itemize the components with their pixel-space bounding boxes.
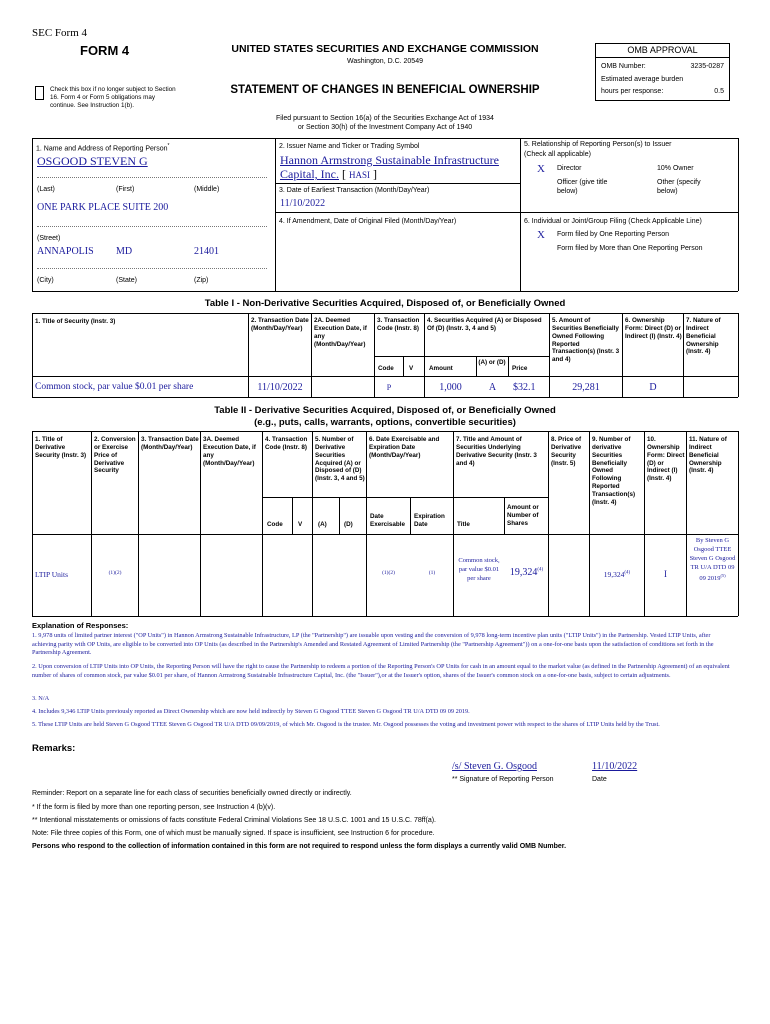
t2-h1: 1. Title of Derivative Security (Instr. 3) (35, 436, 87, 459)
form-title: FORM 4 (80, 43, 130, 58)
issuer-name-line1[interactable]: Hannon Armstrong Sustainable Infrastructure (280, 153, 499, 167)
note-misstatements: ** Intentional misstatements or omissions of facts constitute Federal Criminal Violations See 18 U.S.C. 1001 and 15 U.S.C. 78ff(a). (32, 817, 436, 824)
city-label: (City) (37, 277, 54, 284)
t1-price: Price (512, 365, 528, 372)
t1-h2a: 2A. Deemed Execution Date, if any (Month/Day/Year) (314, 317, 367, 348)
box3-label: 3. Date of Earliest Transaction (Month/Day/Year) (279, 187, 430, 194)
street-label: (Street) (37, 235, 61, 242)
omb-number: 3235-0287 (690, 63, 724, 70)
t1-amount: Amount (429, 365, 453, 372)
explanation-3: 3. N/A (32, 695, 50, 702)
box5-label-1: 5. Relationship of Reporting Person(s) to Issuer (524, 141, 672, 148)
table2-title-1: Table II - Derivative Securities Acquired, Disposed of, or Beneficially Owned (214, 405, 556, 416)
explanation-4: 4. Includes 9,346 LTIP Units previously reported as Direct Ownership which are now held indirectly by Steven G Osgood TTEE Steven G Osgood TR U/A DTD 09 09 2019. (32, 708, 470, 715)
one-person-label: Form filed by One Reporting Person (557, 231, 670, 238)
t2-row-exp-fn: (1) (428, 570, 436, 576)
commission-city: Washington, D.C. 20549 (346, 58, 423, 65)
last-label: (Last) (37, 186, 55, 193)
t2-h7: 7. Title and Amount of Securities Underlying Derivative Security (Instr. 3 and 4) (456, 436, 537, 467)
table2-title-2: (e.g., puts, calls, warrants, options, convertible securities) (254, 417, 516, 428)
other-label: Other (specify below) (657, 179, 701, 195)
explanation-5: 5. These LTIP Units are held Steven G Osgood TTEE Steven G Osgood TR U/A DTD 09/09/2019, of which Mr. Osgood is the trustee. Mr. Osgood possesses the voting and investment power with respect to the shares of LTIP Units held by the Trust. (32, 721, 660, 728)
t1-row-code: P (386, 383, 392, 392)
t1-h6: 6. Ownership Form: Direct (D) or Indirect (I) (Instr. 4) (625, 317, 682, 340)
t2-row-conv-fn: (1)(2) (108, 570, 122, 576)
ticker-symbol: HASI (348, 170, 370, 180)
state-value: MD (116, 246, 133, 257)
t1-h1: 1. Title of Security (Instr. 3) (35, 318, 116, 325)
t2-v: V (298, 521, 303, 528)
omb-hours: 0.5 (714, 88, 724, 95)
first-label: (First) (116, 186, 135, 193)
t1-h2: 2. Transaction Date (Month/Day/Year) (251, 317, 309, 332)
t1-row-form: D (649, 382, 657, 393)
sec-form-label: SEC Form 4 (32, 27, 88, 39)
no-longer-subject-checkbox[interactable] (35, 86, 44, 100)
box6-label: 6. Individual or Joint/Group Filing (Check Applicable Line) (524, 218, 702, 225)
zip-value: 21401 (194, 246, 219, 257)
t1-row-amount: 1,000 (439, 382, 462, 393)
t2-code: Code (267, 521, 283, 528)
t2-h4: 4. Transaction Code (Instr. 8) (265, 436, 308, 451)
remarks-title: Remarks: (32, 743, 76, 754)
t1-h5: 5. Amount of Securities Beneficially Owned Following Reported Transaction(s) (Instr. 3 and 4) (552, 317, 620, 364)
more-persons-label: Form filed by More than One Reporting Person (557, 245, 703, 252)
street-value: ONE PARK PLACE SUITE 200 (37, 202, 169, 213)
t2-row-form: I (664, 569, 667, 579)
t2-h9: 9. Number of derivative Securities Beneficially Owned Following Reported Transaction(s) (Instr. 4) (592, 436, 636, 506)
t2-h8: 8. Price of Derivative Security (Instr. 5) (551, 436, 582, 467)
director-label: Director (557, 165, 582, 172)
t2-date-ex: Date Exercisable (370, 513, 406, 528)
filed-pursuant-2: or Section 30(h) of the Investment Company Act of 1940 (297, 124, 473, 131)
box1-label: 1. Name and Address of Reporting Person* (36, 143, 170, 153)
t2-exp-date: Expiration Date (414, 513, 445, 528)
ten-pct-owner-label: 10% Owner (657, 165, 694, 172)
omb-number-label: OMB Number: (601, 63, 646, 70)
middle-label: (Middle) (194, 186, 220, 193)
t2-row-shares: 19,324$^{(4)}$ (509, 567, 544, 578)
ticker-close: ] (373, 167, 377, 181)
explanation-1: 1. 9,978 units of limited partner interest ("OP Units") in Hannon Armstrong Sustainable Infrastructure, LP (the "Partnership") are issuable upon vesting and the conversion of 9,978 long-term incentive plan units ("LTIP Units") in the Partnership. Vested LTIP Units, after achieving parity with OP Units, are eligible to be converted into OP Units (as described in the Partnership's Amended and Restated Agreement of Limited Partnership (the "Partnership Agreement")) on a one-for-one basis upon the satisfaction of conditions set forth in the Partnership Agreement. (32, 632, 714, 656)
note-copies: Note: File three copies of this Form, one of which must be manually signed. If space is insufficient, see Instruction 6 for procedure. (32, 830, 435, 837)
t2-h6: 6. Date Exercisable and Expiration Date (Month/Day/Year) (369, 436, 440, 459)
t2-h3: 3. Transaction Date (Month/Day/Year) (141, 436, 199, 451)
note-multiple: * If the form is filed by more than one reporting person, see Instruction 4 (b)(v). (32, 804, 276, 811)
city-value: ANNAPOLIS (37, 246, 94, 257)
t2-row-title: LTIP Units (35, 570, 68, 579)
t2-row-underlying: Common stock, par value $0.01 per share (458, 557, 500, 582)
signature-date: 11/10/2022 (592, 761, 638, 772)
reporting-person-name[interactable]: OSGOOD STEVEN G (37, 154, 148, 168)
t2-h5: 5. Number of Derivative Securities Acquired (A) or Disposed of (D) (Instr. 3, 4 and 5) (315, 436, 365, 483)
t1-v: V (409, 365, 414, 372)
omb-approval-box (595, 43, 730, 101)
box4-label: 4. If Amendment, Date of Original Filed (Month/Day/Year) (279, 218, 457, 225)
date-label: Date (592, 776, 607, 783)
t2-h10: 10. Ownership Form: Direct (D) or Indirect (I) (Instr. 4) (647, 436, 685, 483)
state-label: (State) (116, 277, 138, 284)
explanation-title: Explanation of Responses: (32, 621, 129, 630)
t2-h11: 11. Nature of Indirect Beneficial Ownership (Instr. 4) (689, 436, 727, 475)
signature-label: ** Signature of Reporting Person (452, 776, 554, 783)
director-mark[interactable]: X (537, 163, 545, 175)
signature: /s/ Steven G. Osgood (452, 761, 537, 772)
issuer-name-line2[interactable] (280, 167, 377, 182)
table1-title: Table I - Non-Derivative Securities Acquired, Disposed of, or Beneficially Owned (204, 298, 566, 309)
t1-h3: 3. Transaction Code (Instr. 8) (377, 317, 420, 332)
officer-label: Officer (give title below) (557, 179, 608, 195)
t2-h2: 2. Conversion or Exercise Price of Derivative Security (94, 436, 136, 475)
omb-burden-label: Estimated average burden (601, 76, 684, 83)
filed-pursuant-1: Filed pursuant to Section 16(a) of the Securities Exchange Act of 1934 (276, 115, 494, 122)
t1-h4: 4. Securities Acquired (A) or Disposed Of (D) (Instr. 3, 4 and 5) (427, 317, 542, 332)
t1-row-date: 11/10/2022 (257, 382, 303, 393)
earliest-transaction-date: 11/10/2022 (280, 198, 326, 209)
t1-row-aord: A (488, 382, 497, 393)
t1-row-price: $32.1 (513, 382, 536, 393)
omb-hours-label: hours per response: (601, 88, 664, 95)
t1-h7: 7. Nature of Indirect Beneficial Ownership (Instr. 4) (686, 317, 721, 356)
t1-row-owned: 29,281 (572, 382, 600, 393)
t1-row-title: Common stock, par value $0.01 per share (35, 382, 194, 392)
t2-h3a: 3A. Deemed Execution Date, if any (Month/Day/Year) (203, 436, 256, 467)
note-reminder: Reminder: Report on a separate line for each class of securities beneficially owned directly or indirectly. (32, 790, 352, 797)
t2-a: (A) (318, 521, 327, 528)
statement-title: STATEMENT OF CHANGES IN BENEFICIAL OWNERSHIP (230, 84, 540, 96)
zip-label: (Zip) (194, 277, 209, 284)
note-omb: Persons who respond to the collection of information contained in this form are not required to respond unless the form displays a currently valid OMB Number. (32, 843, 567, 850)
explanation-2: 2. Upon conversion of LTIP Units into OP Units, the Reporting Person will have the right to cause the Partnership to redeem a portion of the Reporting Person's OP Units for cash in an amount equal to the market value (as defined in the Partnership Agreement) of an equivalent number of shares of common stock, par value $0.01 per share, of Hannon Armstrong Sustainable Infrastructure Capital, Inc. (the "Issuer"),or at the Issuer's option, shares of the Issuer's common stock on a one-for-one basis, subject to certain adjustments. (32, 663, 730, 679)
commission-title: UNITED STATES SECURITIES AND EXCHANGE COMMISSION (231, 43, 539, 55)
ticker-open: [ (341, 167, 346, 181)
one-person-mark[interactable]: X (537, 229, 545, 241)
t2-row-owned: 19,324$^{(4)}$ (603, 570, 631, 579)
checkbox-text: Check this box if no longer subject to Section 16. Form 4 or Form 5 obligations may continue. See Instruction 1(b). (50, 86, 176, 109)
t1-aord: (A) or (D) (478, 359, 506, 366)
box5-label-2: (Check all applicable) (524, 151, 591, 158)
t2-d: (D) (344, 521, 353, 528)
t2-row-nature: By Steven G Osgood TTEE Steven G Osgood TR U/A DTD 09 09 2019$^{(5)}$ (689, 537, 736, 583)
issuer-name-text: Capital, Inc. (280, 167, 339, 181)
t1-code: Code (378, 365, 394, 372)
t2-amt-num: Amount or Number of Shares (507, 504, 539, 527)
t2-title: Title (457, 521, 470, 528)
box2-label: 2. Issuer Name and Ticker or Trading Symbol (279, 143, 420, 150)
omb-title: OMB APPROVAL (596, 45, 729, 58)
t2-row-date-ex-fn: (1)(2) (382, 570, 395, 576)
